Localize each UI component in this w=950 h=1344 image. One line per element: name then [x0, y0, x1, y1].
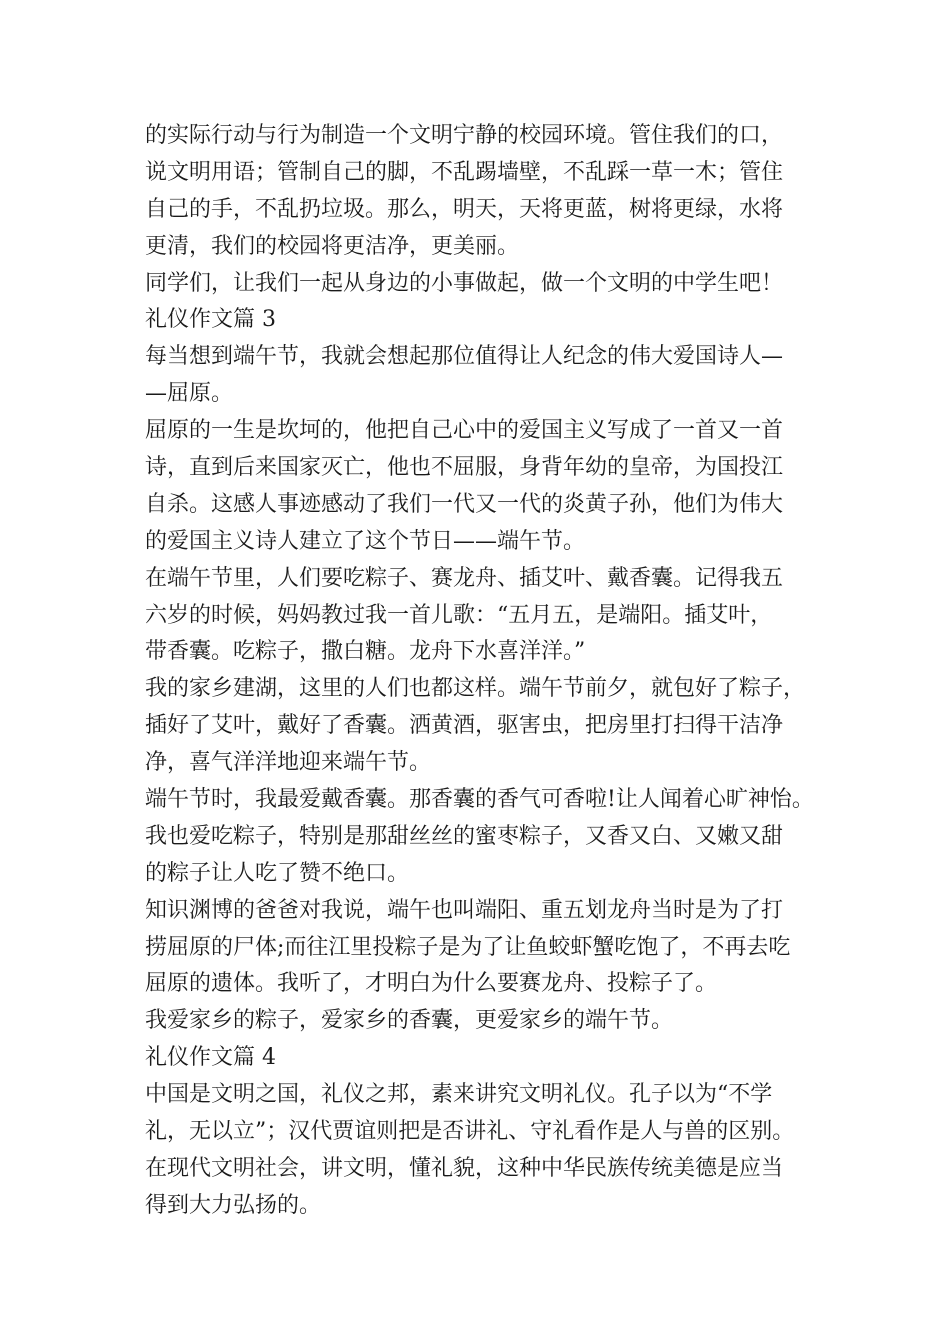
text-line: —屈原。 [145, 381, 234, 407]
text-line: 说文明用语；管制自己的脚，不乱踢墙壁，不乱踩一草一木；管住 [145, 159, 784, 185]
text-line: 屈原的遗体。我听了，才明白为什么要赛龙舟、投粽子了。 [145, 971, 718, 997]
text-line: 屈原的一生是坎坷的，他把自己心中的爱国主义写成了一首又一首 [145, 418, 784, 444]
text-line: 同学们，让我们一起从身边的小事做起，做一个文明的中学生吧！ [145, 270, 784, 296]
text-line: 插好了艾叶，戴好了香囊。洒黄酒，驱害虫，把房里打扫得干洁净 [145, 713, 784, 739]
text-line: 的粽子让人吃了赞不绝口。 [145, 860, 410, 886]
text-line: 的爱国主义诗人建立了这个节日——端午节。 [145, 528, 586, 554]
text-line: 带香囊。吃粽子，撒白糖。龙舟下水喜洋洋。” [145, 639, 586, 665]
text-line: 自己的手，不乱扔垃圾。那么，明天，天将更蓝，树将更绿，水将 [145, 196, 784, 222]
text-line: 更清，我们的校园将更洁净，更美丽。 [145, 233, 520, 259]
text-line: 净，喜气洋洋地迎来端午节。 [145, 750, 432, 776]
text-line: 中国是文明之国，礼仪之邦，素来讲究文明礼仪。孔子以为“不学 [145, 1082, 773, 1108]
text-line: 礼，无以立”；汉代贾谊则把是否讲礼、守礼看作是人与兽的区别。 [145, 1119, 795, 1145]
text-line: 在现代文明社会，讲文明，懂礼貌，这种中华民族传统美德是应当 [145, 1155, 784, 1181]
section-heading: 礼仪作文篇 4 [145, 1045, 276, 1071]
text-line: 我也爱吃粽子，特别是那甜丝丝的蜜枣粽子，又香又白、又嫩又甜 [145, 823, 784, 849]
text-line: 知识渊博的爸爸对我说，端午也叫端阳、重五划龙舟当时是为了打 [145, 897, 784, 923]
text-line: 在端午节里，人们要吃粽子、赛龙舟、插艾叶、戴香囊。记得我五 [145, 565, 784, 591]
text-line: 自杀。这感人事迹感动了我们一代又一代的炎黄子孙，他们为伟大 [145, 491, 784, 517]
text-line: 六岁的时候，妈妈教过我一首儿歌：“五月五，是端阳。插艾叶， [145, 602, 773, 628]
text-line: 每当想到端午节，我就会想起那位值得让人纪念的伟大爱国诗人— [145, 344, 784, 370]
text-line: 我爱家乡的粽子，爱家乡的香囊，更爱家乡的端午节。 [145, 1008, 674, 1034]
text-line: 捞屈原的尸体;而往江里投粽子是为了让鱼蛟虾蟹吃饱了，不再去吃 [145, 934, 791, 960]
text-line: 的实际行动与行为制造一个文明宁静的校园环境。管住我们的口， [145, 123, 784, 148]
text-line: 诗，直到后来国家灭亡，他也不屈服，身背年幼的皇帝，为国投江 [145, 455, 784, 481]
text-line: 我的家乡建湖，这里的人们也都这样。端午节前夕，就包好了粽子， [145, 676, 806, 702]
document-body [145, 118, 835, 1225]
text-line: 端午节时，我最爱戴香囊。那香囊的香气可香啦!让人闻着心旷神怡。 [145, 787, 814, 813]
section-heading: 礼仪作文篇 3 [145, 307, 276, 333]
text-line: 得到大力弘扬的。 [145, 1192, 322, 1218]
